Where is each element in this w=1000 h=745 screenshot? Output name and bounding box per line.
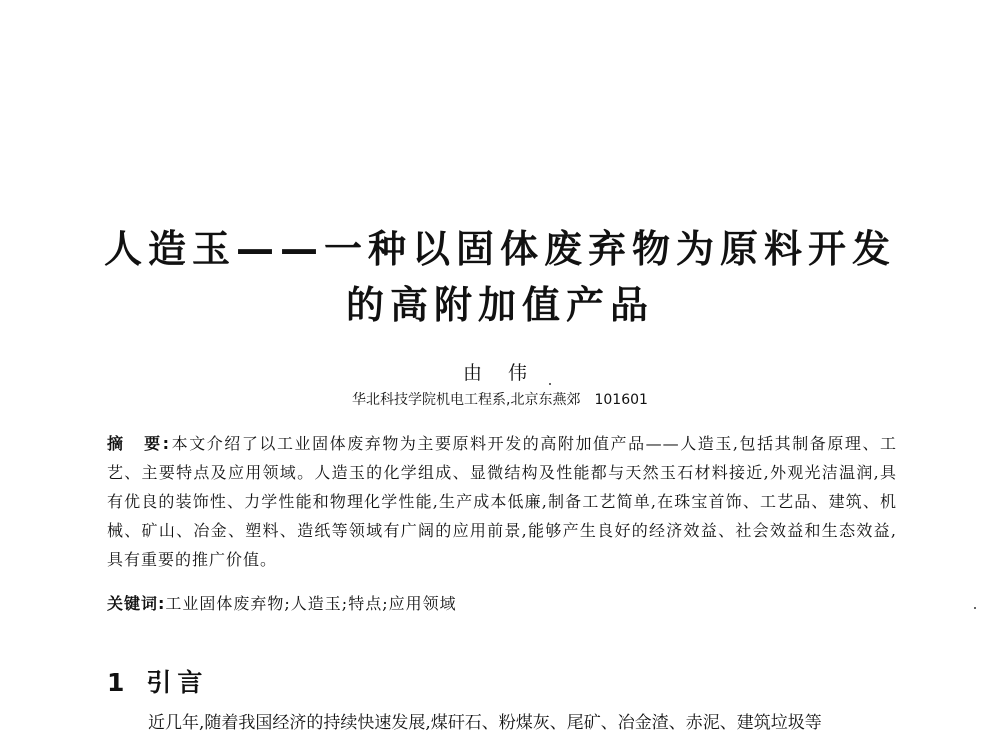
section-heading — [107, 663, 208, 699]
scan-speck — [549, 383, 551, 385]
paper-title-line-1: 人造玉——一种以固体废弃物为原料开发 — [103, 227, 896, 271]
abstract — [107, 429, 897, 574]
section-name: 引言 — [146, 668, 209, 697]
scan-speck — [974, 607, 976, 609]
keywords — [107, 589, 897, 618]
author-affiliation: 华北科技学院机电工程系,北京东燕郊 101601 — [352, 392, 648, 408]
abstract-label: 摘 要: — [107, 434, 172, 453]
author-name: 由 伟 — [462, 362, 538, 384]
keywords-label: 关键词: — [107, 594, 166, 613]
paper-title-line-2: 的高附加值产品 — [345, 283, 654, 327]
keywords-text: 工业固体废弃物;人造玉;特点;应用领域 — [165, 594, 457, 613]
abstract-text: 本文介绍了以工业固体废弃物为主要原料开发的高附加值产品——人造玉,包括其制备原理、工艺、主要特点及应用领域。人造玉的化学组成、显微结构及性能都与天然玉石材料接近,外观光洁温润,具有优良的装饰性、力学性能和物理化学性能,生产成本低廉,制备工艺简单,在珠宝首饰、工艺品、建筑、机械、矿山、冶金、塑料、造纸等领域有广阔的应用前景,能够产生良好的经济效益、社会效益和生态效益,具有重要的推广价值。 — [107, 434, 897, 569]
intro-paragraph: 近几年,随着我国经济的持续快速发展,煤矸石、粉煤灰、尾矿、冶金渣、赤泥、建筑垃圾等 — [148, 713, 822, 733]
section-number: 1 — [107, 668, 125, 697]
